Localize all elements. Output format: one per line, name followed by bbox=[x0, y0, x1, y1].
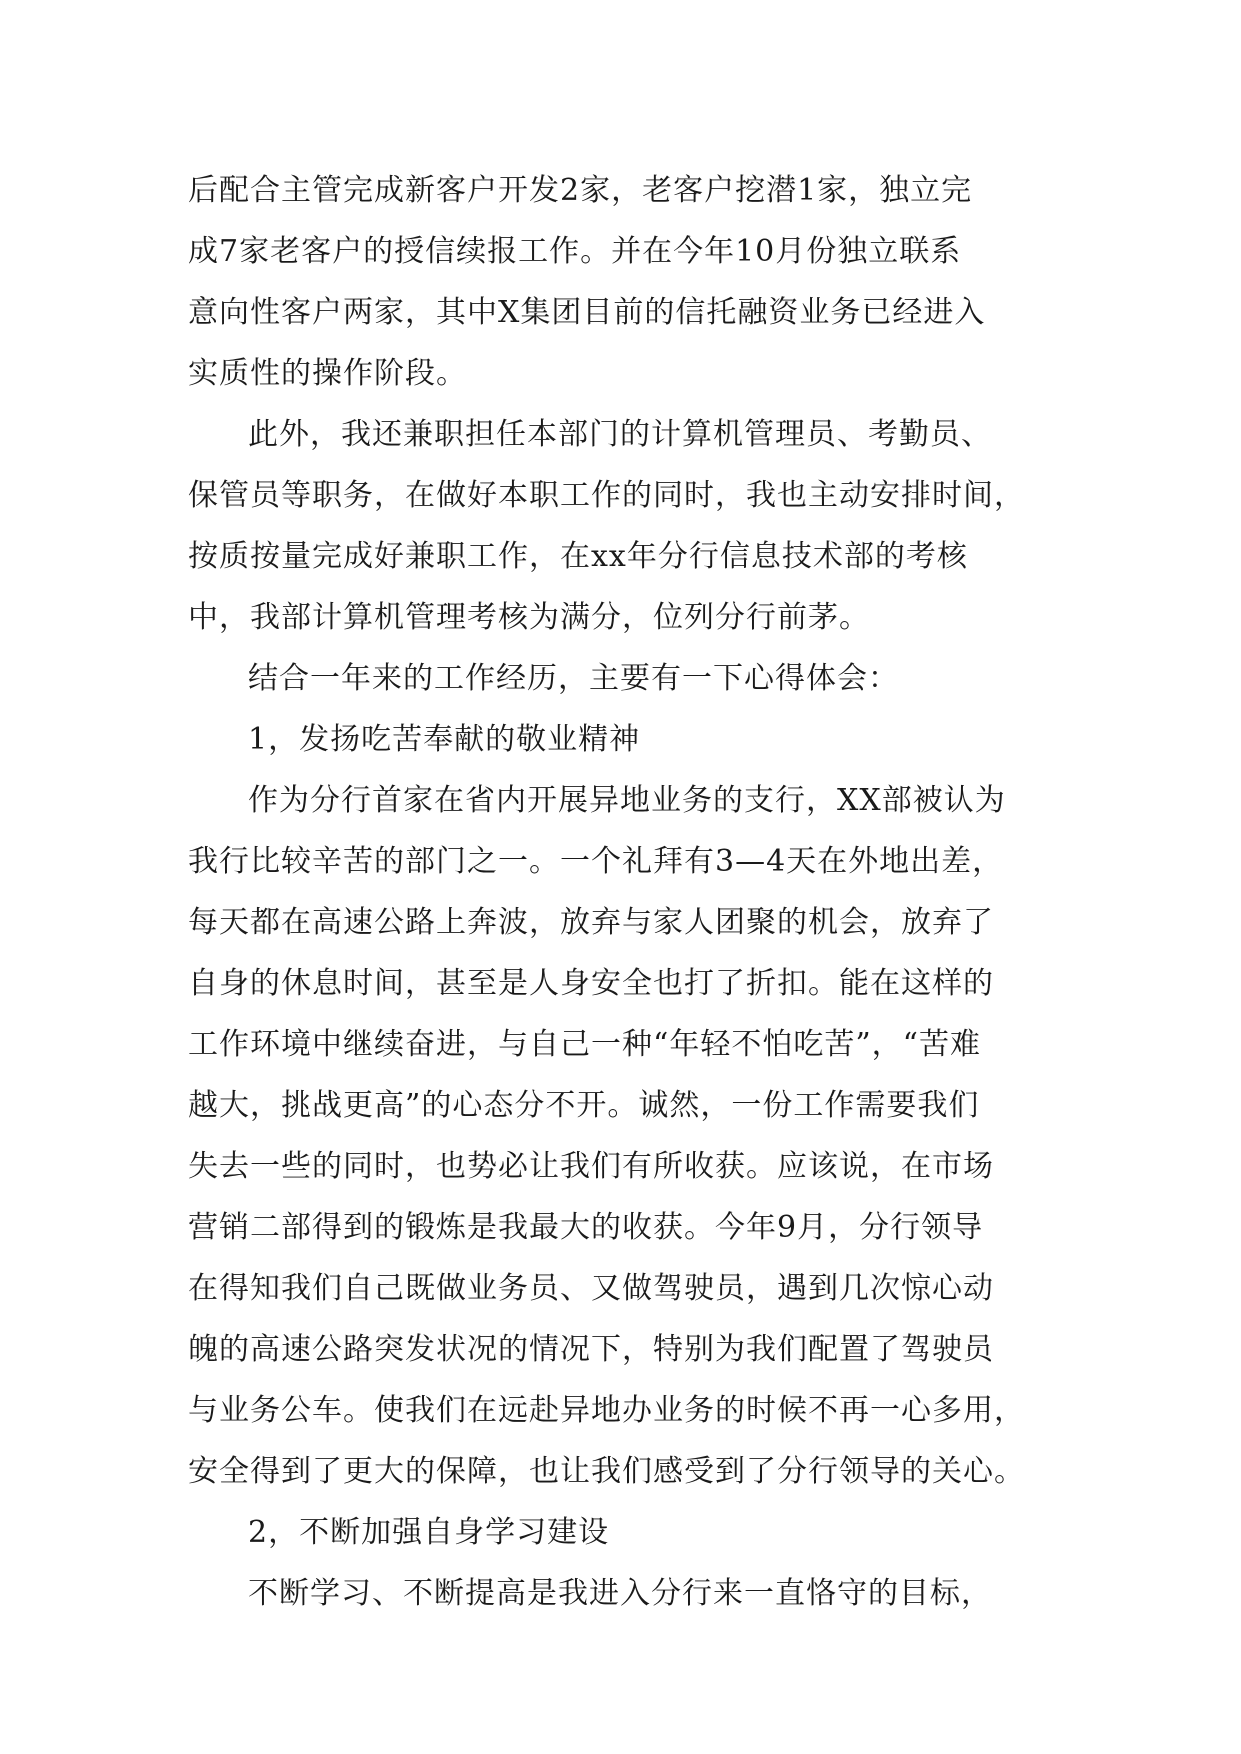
text-line: 工作环境中继续奋进，与自己一种“年轻不怕吃苦”，“苦难 bbox=[188, 1027, 982, 1062]
text-line: 中，我部计算机管理考核为满分，位列分行前茅。 bbox=[188, 600, 870, 635]
text-line: 魄的高速公路突发状况的情况下，特别为我们配置了驾驶员 bbox=[188, 1332, 994, 1367]
text-line: 在得知我们自己既做业务员、又做驾驶员，遇到几次惊心动 bbox=[188, 1271, 994, 1306]
text-line: 作为分行首家在省内开展异地业务的支行，XX部被认为 bbox=[248, 783, 1006, 818]
text-line: 按质按量完成好兼职工作，在xx年分行信息技术部的考核 bbox=[188, 539, 968, 574]
text-line: 此外，我还兼职担任本部门的计算机管理员、考勤员、 bbox=[248, 417, 992, 452]
text-line: 结合一年来的工作经历，主要有一下心得体会： bbox=[248, 661, 899, 696]
text-line: 1，发扬吃苦奉献的敬业精神 bbox=[248, 722, 641, 757]
text-line: 安全得到了更大的保障，也让我们感受到了分行领导的关心。 bbox=[188, 1454, 1025, 1489]
text-line: 意向性客户两家，其中X集团目前的信托融资业务已经进入 bbox=[188, 295, 986, 330]
text-line: 保管员等职务，在做好本职工作的同时，我也主动安排时间， bbox=[188, 478, 1025, 513]
text-line: 成7家老客户的授信续报工作。并在今年10月份独立联系 bbox=[188, 234, 962, 269]
text-line: 每天都在高速公路上奔波，放弃与家人团聚的机会，放弃了 bbox=[188, 905, 994, 940]
text-line: 营销二部得到的锻炼是我最大的收获。今年9月，分行领导 bbox=[188, 1210, 984, 1245]
text-line: 自身的休息时间，甚至是人身安全也打了折扣。能在这样的 bbox=[188, 966, 994, 1001]
text-line: 实质性的操作阶段。 bbox=[188, 356, 467, 391]
text-line: 2，不断加强自身学习建设 bbox=[248, 1515, 610, 1550]
text-line: 不断学习、不断提高是我进入分行来一直恪守的目标， bbox=[248, 1576, 992, 1611]
text-line: 我行比较辛苦的部门之一。一个礼拜有3—4天在外地出差， bbox=[188, 844, 1004, 879]
text-line: 后配合主管完成新客户开发2家，老客户挖潜1家，独立完 bbox=[188, 173, 973, 208]
text-line: 越大，挑战更高”的心态分不开。诚然，一份工作需要我们 bbox=[188, 1088, 980, 1123]
text-line: 失去一些的同时，也势必让我们有所收获。应该说，在市场 bbox=[188, 1149, 994, 1184]
document-body bbox=[188, 160, 1058, 1624]
text-line: 与业务公车。使我们在远赴异地办业务的时候不再一心多用， bbox=[188, 1393, 1025, 1428]
